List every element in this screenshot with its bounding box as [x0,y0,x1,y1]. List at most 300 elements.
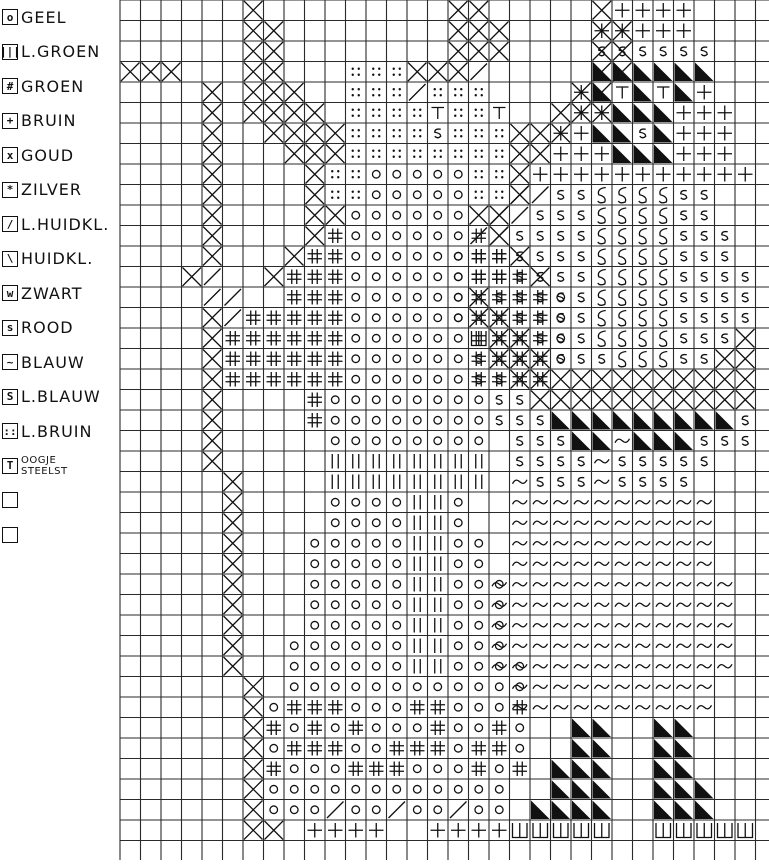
hash-stitch-mark [472,249,487,264]
dot-stitch-mark [475,94,477,96]
dark-triangle-mark [675,760,694,779]
dark-triangle-mark [716,411,735,430]
wave-stitch-mark [636,500,651,504]
dot-stitch-mark [460,88,462,90]
dark-triangle-mark [675,780,694,799]
circle-stitch-mark [352,273,360,281]
wave-stitch-mark [595,521,610,525]
dot-stitch-mark [352,176,354,178]
double-bar-mark [435,557,441,572]
wave-stitch-mark [513,562,528,566]
legend-swatch-icon: ||| [0,45,20,58]
circle-stitch-mark [352,232,360,240]
dot-stitch-mark [352,115,354,117]
dot-stitch-mark [352,191,354,193]
dot-stitch-mark [399,150,401,152]
wave-stitch-mark [656,603,671,607]
dot-stitch-mark [393,68,395,70]
dot-stitch-mark [495,135,497,137]
legend-label: L.GROEN [21,42,101,61]
circle-stitch-mark [454,191,462,199]
wave-stitch-mark [656,582,671,586]
cross-stitch-mark [244,821,263,840]
cross-stitch-mark [224,616,243,635]
large-s-stitch-mark [639,270,647,285]
plus-stitch-mark [677,3,692,18]
s-stitch-mark [496,416,502,425]
cross-stitch-mark [695,370,714,389]
circle-stitch-mark [372,232,380,240]
cross-stitch-mark [490,329,509,348]
wave-stitch-mark [513,664,528,668]
wave-stitch-mark [554,623,569,627]
double-bar-mark [435,659,441,674]
cross-stitch-mark [203,432,222,451]
s-stitch-mark [619,478,625,487]
cross-stitch-mark [552,104,571,123]
wave-stitch-mark [554,562,569,566]
wave-stitch-mark [656,705,671,709]
wave-stitch-mark [697,644,712,648]
double-bar-mark [414,598,420,613]
circle-stitch-mark [434,232,442,240]
circle-stitch-mark [475,642,483,650]
circle-stitch-mark [372,724,380,732]
double-bar-mark [414,495,420,510]
double-bar-mark [435,475,441,490]
circle-stitch-mark [454,642,462,650]
dot-stitch-mark [337,197,339,199]
circle-stitch-mark [372,273,380,281]
plus-stitch-mark [677,147,692,162]
wave-stitch-mark [492,623,507,627]
dark-triangle-mark [654,780,673,799]
circle-stitch-mark [413,683,421,691]
hash-stitch-mark [308,270,323,285]
circle-stitch-mark [331,724,339,732]
wave-stitch-mark [615,705,630,709]
dot-stitch-mark [358,88,360,90]
dot-stitch-mark [358,191,360,193]
dot-stitch-mark [393,135,395,137]
dot-stitch-mark [399,156,401,158]
hash-stitch-mark [287,270,302,285]
wave-stitch-mark [677,623,692,627]
s-stitch-mark [578,457,584,466]
circle-stitch-mark [454,765,462,773]
circle-stitch-mark [311,642,319,650]
circle-stitch-mark [434,683,442,691]
large-s-stitch-mark [639,352,647,367]
large-s-stitch-mark [618,249,626,264]
circle-stitch-mark [454,416,462,424]
circle-stitch-mark [434,170,442,178]
dot-stitch-mark [481,150,483,152]
dot-stitch-mark [460,135,462,137]
wave-stitch-mark [492,664,507,668]
cross-stitch-mark [244,698,263,717]
wave-stitch-mark [636,664,651,668]
dark-triangle-mark [675,63,694,82]
legend-swatch-icon: * [2,182,18,198]
dark-triangle-mark [654,411,673,430]
hash-stitch-mark [308,741,323,756]
dot-stitch-mark [454,150,456,152]
dot-stitch-mark [352,74,354,76]
wave-stitch-mark [718,603,733,607]
plus-stitch-mark [636,24,651,39]
circle-stitch-mark [311,539,319,547]
dot-stitch-mark [399,88,401,90]
circle-stitch-mark [311,621,319,629]
cross-stitch-mark [265,821,284,840]
dark-triangle-mark [593,719,612,738]
circle-stitch-mark [331,683,339,691]
cross-stitch-mark [224,534,243,553]
hash-stitch-mark [246,372,261,387]
slash-stitch-mark [204,269,221,286]
cross-stitch-mark [572,391,591,410]
circle-stitch-mark [475,539,483,547]
cross-stitch-mark [408,63,427,82]
legend-swatch-icon: \ [2,251,18,267]
hash-stitch-mark [390,762,405,777]
circle-stitch-mark [475,662,483,670]
dot-stitch-mark [481,109,483,111]
hash-stitch-mark [226,352,241,367]
dot-stitch-mark [440,156,442,158]
dot-stitch-mark [352,156,354,158]
wave-stitch-mark [677,541,692,545]
wave-stitch-mark [554,541,569,545]
hash-stitch-mark [267,331,282,346]
wave-stitch-mark [656,685,671,689]
t-stitch-mark [493,108,506,120]
plus-stitch-mark [533,167,548,182]
cross-stitch-mark [203,206,222,225]
wave-stitch-mark [554,582,569,586]
circle-stitch-mark [352,211,360,219]
circle-stitch-mark [393,355,401,363]
circle-stitch-mark [352,683,360,691]
wave-stitch-mark [574,705,589,709]
dot-stitch-mark [358,68,360,70]
plus-stitch-mark [718,106,733,121]
circle-stitch-mark [311,785,319,793]
circle-stitch-mark [413,334,421,342]
s-stitch-mark [537,437,543,446]
cross-stitch-mark [285,104,304,123]
double-bar-mark [414,536,420,551]
wave-stitch-mark [677,500,692,504]
circle-stitch-mark [372,314,380,322]
circle-stitch-mark [475,785,483,793]
legend-label: HUIDKL. [21,249,94,268]
plus-stitch-mark [677,126,692,141]
circle-stitch-mark [352,519,360,527]
large-s-stitch-mark [639,208,647,223]
wave-stitch-mark [492,582,507,586]
large-s-stitch-mark [598,290,606,305]
circle-stitch-mark [372,334,380,342]
double-bar-mark [414,454,420,469]
dot-stitch-mark [454,109,456,111]
circle-stitch-mark [311,662,319,670]
dot-stitch-mark [501,135,503,137]
black-stitch-mark [533,823,548,838]
large-s-stitch-mark [598,270,606,285]
circle-stitch-mark [331,539,339,547]
large-s-stitch-mark [618,229,626,244]
dot-stitch-mark [378,74,380,76]
circle-stitch-mark [393,642,401,650]
wave-stitch-mark [595,705,610,709]
large-s-stitch-mark [598,311,606,326]
legend-label: L.HUIDKL. [21,214,110,234]
s-stitch-mark [578,191,584,200]
hash-stitch-mark [328,741,343,756]
plus-stitch-mark [554,147,569,162]
dot-stitch-mark [419,109,421,111]
cross-stitch-mark [449,42,468,61]
circle-stitch-mark [413,314,421,322]
wave-stitch-mark [615,562,630,566]
circle-stitch-mark [434,191,442,199]
dot-stitch-mark [393,74,395,76]
s-stitch-mark [619,457,625,466]
dot-stitch-mark [372,129,374,131]
circle-stitch-mark [495,765,503,773]
dot-stitch-mark [501,129,503,131]
s-stitch-mark [722,334,728,343]
hash-stitch-mark [390,741,405,756]
s-stitch-mark [558,478,564,487]
cross-stitch-mark [736,391,755,410]
circle-stitch-mark [311,580,319,588]
cross-stitch-mark [285,145,304,164]
circle-stitch-mark [495,703,503,711]
wave-stitch-mark [697,664,712,668]
legend-label: GOUD [21,145,75,165]
wave-stitch-mark [636,521,651,525]
s-stitch-mark [681,478,687,487]
circle-stitch-mark [475,560,483,568]
wave-stitch-mark [595,541,610,545]
plus-stitch-mark [697,126,712,141]
circle-stitch-mark [454,560,462,568]
hash-stitch-mark [472,741,487,756]
double-bar-mark [414,639,420,654]
hash-stitch-mark [431,700,446,715]
circle-stitch-mark [372,498,380,506]
s-stitch-mark [558,191,564,200]
cross-stitch-mark [224,514,243,533]
s-stitch-mark [742,314,748,323]
cross-stitch-mark [470,206,489,225]
wave-stitch-mark [533,705,548,709]
wave-stitch-mark [615,623,630,627]
circle-stitch-mark [352,498,360,506]
wave-stitch-mark [656,521,671,525]
dot-stitch-mark [454,135,456,137]
legend-label: ZWART [21,283,83,303]
dot-stitch-mark [352,129,354,131]
s-stitch-mark [537,457,543,466]
s-stitch-mark [435,129,441,138]
wave-stitch-mark [595,459,610,463]
circle-stitch-mark [393,703,401,711]
hash-stitch-mark [328,229,343,244]
cross-stitch-mark [244,63,263,82]
dot-stitch-mark [413,115,415,117]
dark-triangle-mark [634,411,653,430]
double-bar-mark [435,516,441,531]
hash-stitch-mark [308,721,323,736]
wave-stitch-mark [554,664,569,668]
circle-stitch-mark [331,498,339,506]
circle-stitch-mark [372,642,380,650]
cross-stitch-mark [285,124,304,143]
circle-stitch-mark [413,375,421,383]
circle-stitch-mark [331,642,339,650]
dot-stitch-mark [501,197,503,199]
circle-stitch-mark [331,560,339,568]
dot-stitch-mark [358,115,360,117]
black-stitch-mark [595,823,610,838]
cross-stitch-mark [224,575,243,594]
hash-stitch-mark [328,372,343,387]
wave-stitch-mark [718,664,733,668]
wave-stitch-mark [677,582,692,586]
circle-stitch-mark [352,293,360,301]
wave-stitch-mark [595,685,610,689]
cross-stitch-mark [326,206,345,225]
dark-triangle-mark [593,124,612,143]
hash-stitch-mark [308,311,323,326]
dot-stitch-mark [440,150,442,152]
dot-stitch-mark [393,94,395,96]
plus-stitch-mark [677,106,692,121]
s-stitch-mark [558,211,564,220]
dot-stitch-mark [393,150,395,152]
hash-stitch-mark [431,721,446,736]
large-s-stitch-mark [639,311,647,326]
dot-stitch-mark [481,176,483,178]
double-bar-mark [414,659,420,674]
dot-stitch-mark [460,115,462,117]
hash-stitch-mark [246,352,261,367]
cross-stitch-mark [244,801,263,820]
circle-stitch-mark [434,293,442,301]
legend-label: GEEL [21,7,67,27]
dark-triangle-mark [654,124,673,143]
s-stitch-mark [578,293,584,302]
dot-stitch-mark [399,94,401,96]
hash-stitch-mark [308,700,323,715]
circle-stitch-mark [311,601,319,609]
circle-stitch-mark [393,724,401,732]
cross-stitch-mark [203,165,222,184]
circle-stitch-mark [372,396,380,404]
large-s-stitch-mark [659,249,667,264]
cross-stitch-mark [634,391,653,410]
circle-stitch-mark [290,765,298,773]
circle-stitch-mark [331,601,339,609]
s-stitch-mark [681,355,687,364]
hash-stitch-mark [410,700,425,715]
s-stitch-mark [517,437,523,446]
s-stitch-mark [681,232,687,241]
legend-label: L.BLAUW [21,387,101,406]
dark-triangle-mark [675,719,694,738]
cross-stitch-mark [470,288,489,307]
double-bar-mark [435,618,441,633]
legend-label: BLAUW [21,352,85,372]
s-stitch-mark [681,293,687,302]
wave-stitch-mark [656,541,671,545]
wave-stitch-mark [574,603,589,607]
dot-stitch-mark [331,197,333,199]
s-stitch-mark [578,211,584,220]
s-stitch-mark [742,416,748,425]
hash-stitch-mark [287,290,302,305]
dot-stitch-mark [419,156,421,158]
dot-stitch-mark [372,150,374,152]
dark-triangle-mark [593,801,612,820]
dot-stitch-mark [399,129,401,131]
cross-stitch-mark [695,391,714,410]
circle-stitch-mark [372,601,380,609]
wave-stitch-mark [533,664,548,668]
dot-stitch-mark [454,88,456,90]
dark-triangle-mark [613,104,632,123]
dark-triangle-mark [531,801,550,820]
cross-stitch-mark [511,370,530,389]
double-bar-mark [394,475,400,490]
wave-stitch-mark [574,644,589,648]
circle-stitch-mark [434,334,442,342]
circle-stitch-mark [331,580,339,588]
double-bar-mark [373,475,379,490]
circle-stitch-mark [372,416,380,424]
dark-triangle-mark [593,411,612,430]
cross-stitch-mark [552,391,571,410]
double-bar-mark [455,475,461,490]
dot-stitch-mark [358,129,360,131]
s-stitch-mark [701,252,707,261]
circle-stitch-mark [393,683,401,691]
wave-stitch-mark [636,644,651,648]
circle-stitch-mark [413,293,421,301]
hash-stitch-mark [472,249,487,264]
cross-stitch-mark [244,780,263,799]
plus-stitch-mark [431,823,446,838]
circle-stitch-mark [516,724,524,732]
dot-stitch-mark [337,191,339,193]
circle-stitch-mark [372,539,380,547]
circle-stitch-mark [331,437,339,445]
circle-stitch-mark [331,662,339,670]
circle-stitch-mark [454,621,462,629]
large-s-stitch-mark [618,188,626,203]
dot-stitch-mark [475,129,477,131]
circle-stitch-mark [311,806,319,814]
wave-stitch-mark [615,664,630,668]
double-bar-mark [435,495,441,510]
legend-label: ZILVER [21,180,83,199]
hash-stitch-mark [472,270,487,285]
circle-stitch-mark [475,683,483,691]
